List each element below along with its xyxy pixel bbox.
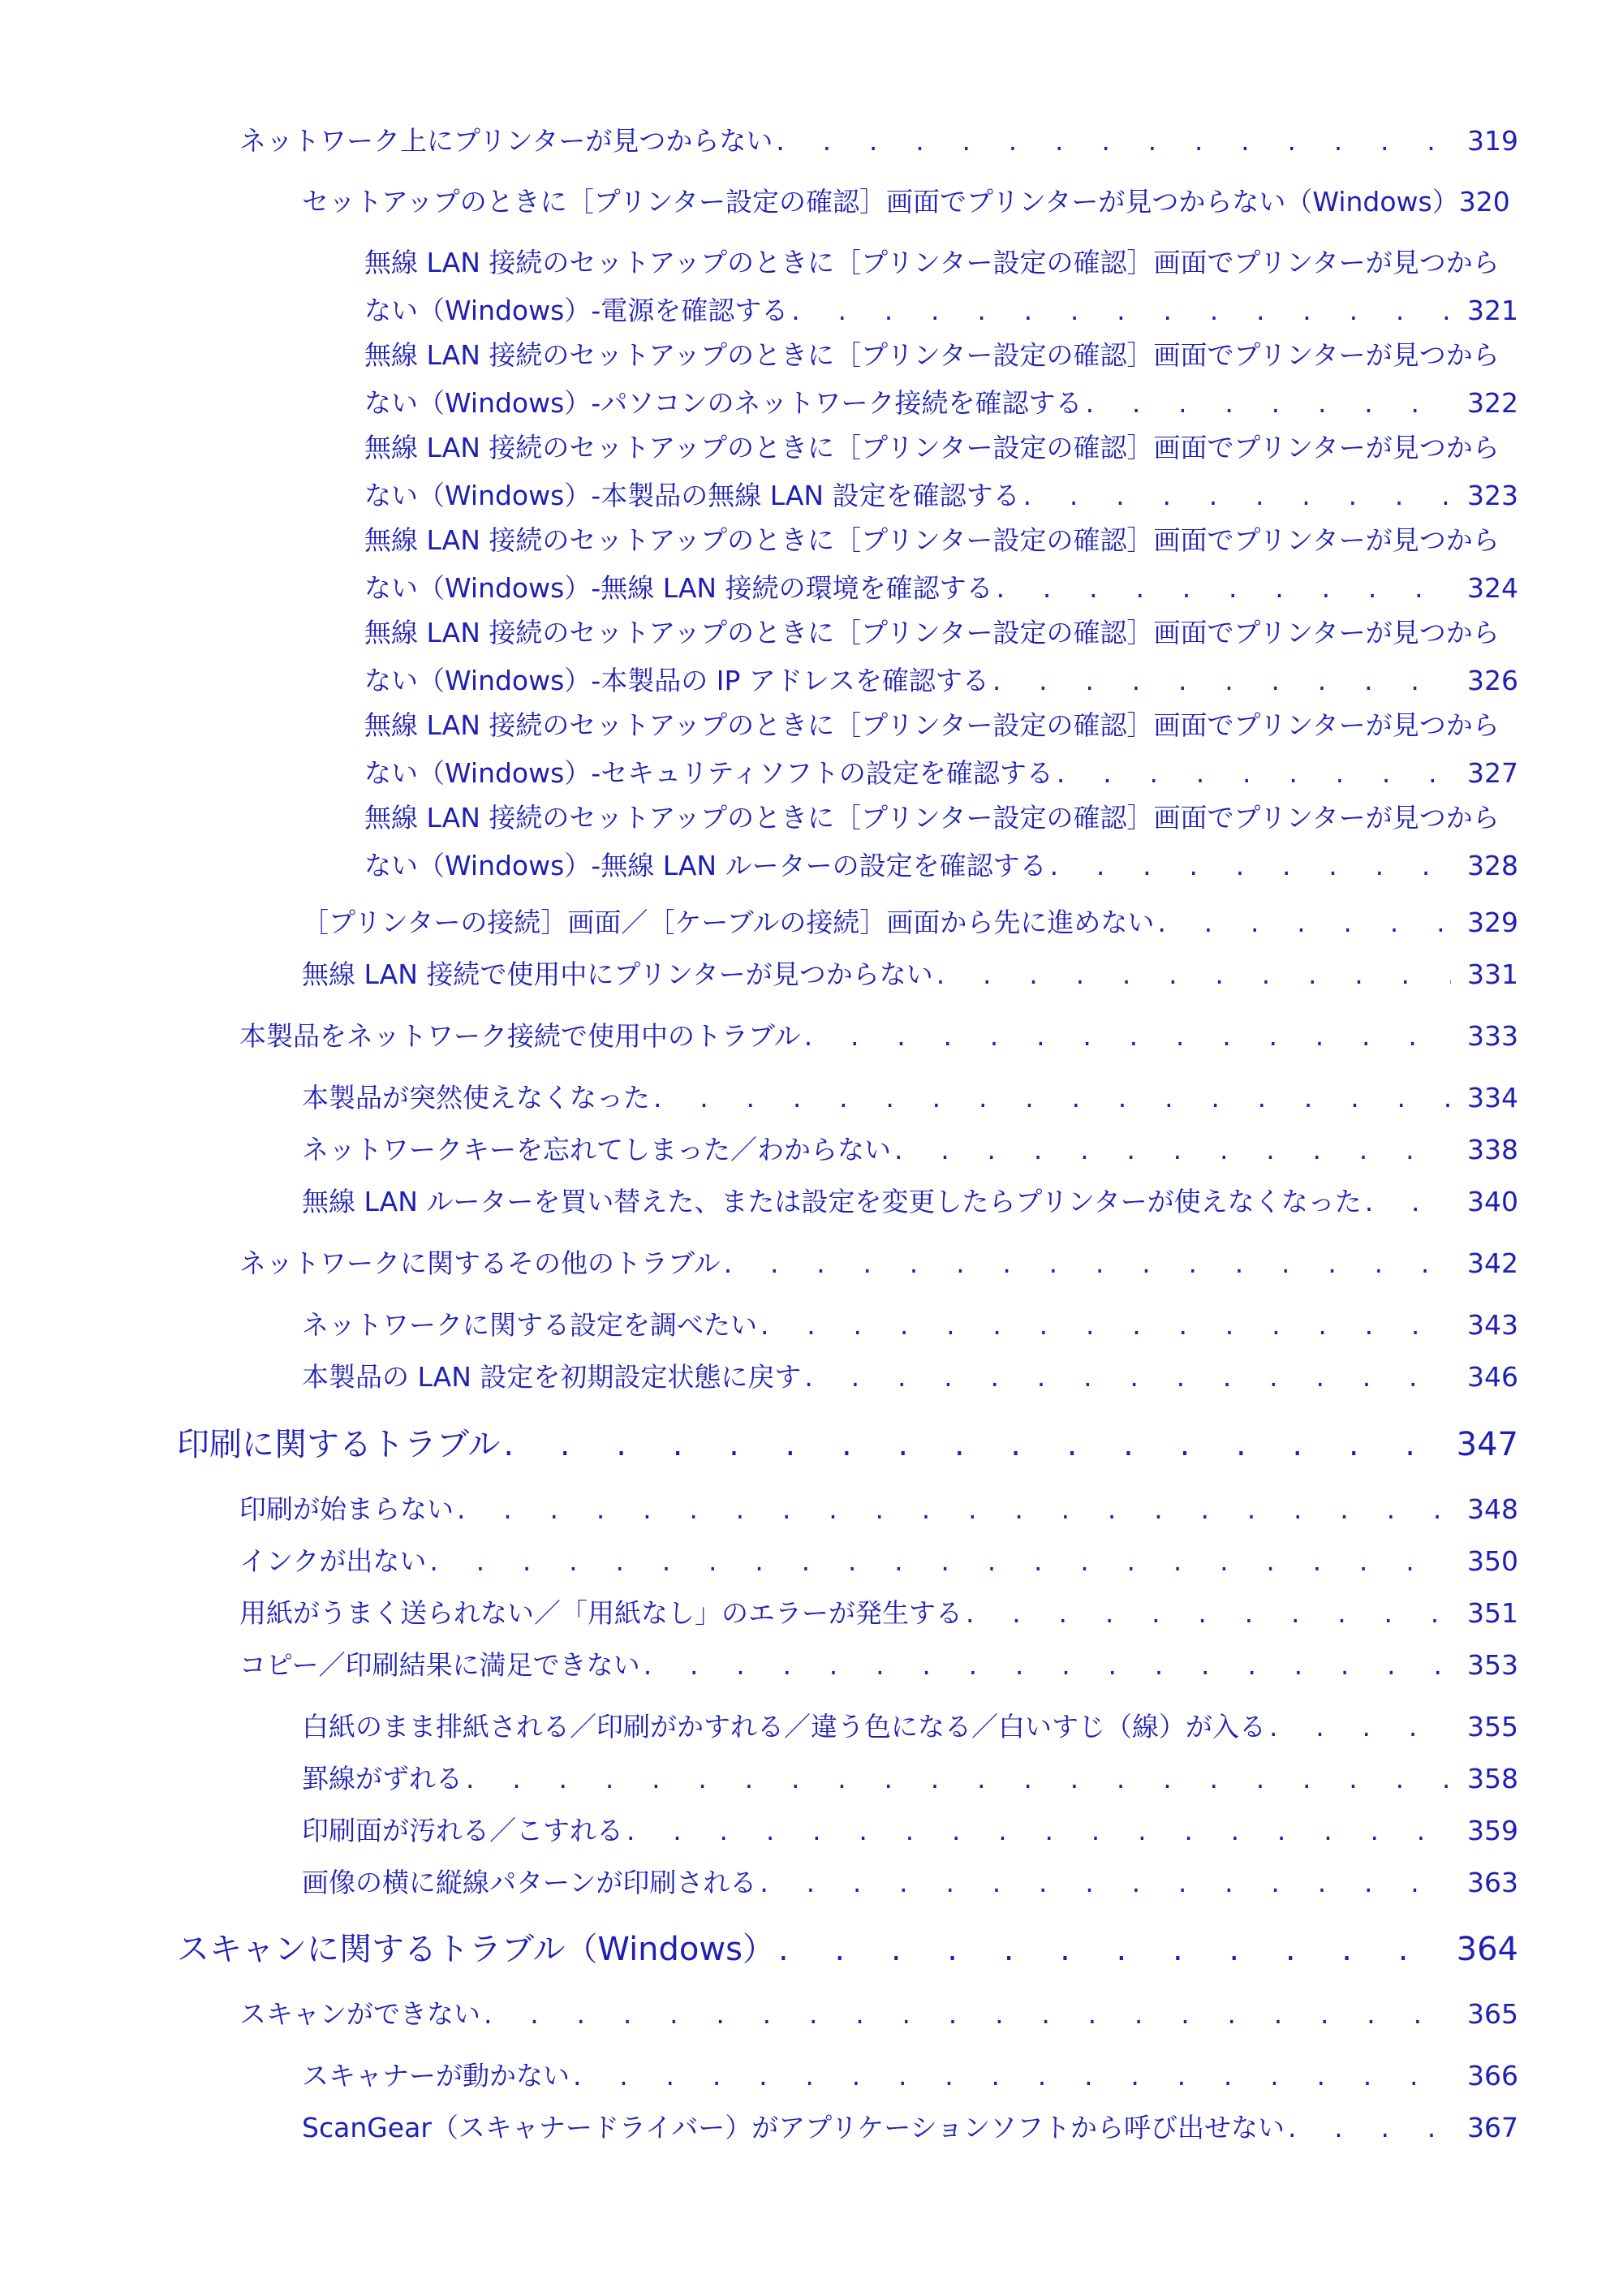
toc-entry-page[interactable]: 346 xyxy=(1467,1361,1518,1393)
toc-entry[interactable] xyxy=(364,242,1518,328)
toc-entry-label[interactable]: セットアップのときに［プリンター設定の確認］画面でプリンターが見つからない（Windows） xyxy=(302,186,1459,218)
toc-entry[interactable] xyxy=(302,1810,1518,1848)
dot-leader xyxy=(997,572,1451,604)
toc-entry-page[interactable]: 351 xyxy=(1467,1597,1518,1629)
toc-entry-label[interactable]: 用紙がうまく送られない／「用紙なし」のエラーが発生する xyxy=(239,1597,962,1629)
toc-entry-label[interactable]: ない（Windows）-本製品の IP アドレスを確認する xyxy=(364,665,989,696)
toc-entry[interactable] xyxy=(302,1304,1518,1342)
toc-entry[interactable] xyxy=(239,1243,1518,1281)
toc-entry[interactable] xyxy=(364,519,1518,605)
toc-entry[interactable] xyxy=(302,1706,1518,1744)
toc-chapter-page[interactable]: 347 xyxy=(1456,1426,1518,1463)
toc-entry[interactable] xyxy=(302,1758,1518,1796)
dot-leader xyxy=(804,1361,1451,1393)
toc-entry-label-line1[interactable]: 無線 LAN 接続のセットアップのときに［プリンター設定の確認］画面でプリンターが見つから xyxy=(364,339,1500,371)
dot-leader xyxy=(966,1597,1451,1629)
toc-entry-page[interactable]: 366 xyxy=(1467,2060,1518,2091)
dot-leader xyxy=(429,1545,1451,1577)
toc-entry-label[interactable]: ネットワークキーを忘れてしまった／わからない xyxy=(302,1134,891,1165)
toc-entry-label[interactable]: ネットワークに関する設定を調べたい xyxy=(302,1309,757,1341)
toc-entry-label-line1[interactable]: 無線 LAN 接続のセットアップのときに［プリンター設定の確認］画面でプリンターが見つから xyxy=(364,709,1500,741)
toc-entry-page[interactable]: 324 xyxy=(1467,572,1518,604)
toc-entry-page[interactable]: 353 xyxy=(1467,1649,1518,1681)
toc-entry[interactable] xyxy=(364,334,1518,420)
toc-chapter-page[interactable]: 364 xyxy=(1456,1931,1518,1968)
toc-chapter-label[interactable]: 印刷に関するトラブル xyxy=(177,1426,501,1463)
toc-entry[interactable] xyxy=(239,1993,1518,2031)
toc-entry-label[interactable]: コピー／印刷結果に満足できない xyxy=(239,1649,640,1681)
dot-leader xyxy=(503,1426,1440,1463)
dot-leader xyxy=(1023,480,1451,511)
dot-leader xyxy=(760,1867,1451,1898)
dot-leader xyxy=(724,1247,1451,1279)
toc-entry-label[interactable]: 無線 LAN ルーターを買い替えた、または設定を変更したらプリンターが使えなくなった xyxy=(302,1186,1362,1217)
toc-entry[interactable] xyxy=(302,902,1518,940)
toc-entry-label[interactable]: ない（Windows）-本製品の無線 LAN 設定を確認する xyxy=(364,480,1020,511)
toc-entry[interactable] xyxy=(302,1129,1518,1167)
toc-entry-page[interactable]: 333 xyxy=(1467,1020,1518,1052)
toc-entry-label-line1[interactable]: 無線 LAN 接続のセットアップのときに［プリンター設定の確認］画面でプリンターが見つから xyxy=(364,247,1500,278)
toc-entry-label[interactable]: ネットワーク上にプリンターが見つからない xyxy=(239,125,773,157)
dot-leader xyxy=(760,1309,1451,1341)
toc-entry-label[interactable]: スキャンができない xyxy=(239,1998,480,2030)
toc-entry-label-line1[interactable]: 無線 LAN 接続のセットアップのときに［プリンター設定の確認］画面でプリンターが見つから xyxy=(364,617,1500,648)
toc-entry-page[interactable]: 365 xyxy=(1467,1998,1518,2030)
toc-entry[interactable] xyxy=(302,1181,1518,1219)
toc-entry[interactable] xyxy=(302,2055,1518,2093)
toc-entry-page[interactable]: 359 xyxy=(1467,1815,1518,1846)
toc-entry[interactable] xyxy=(239,1592,1518,1630)
toc-entry[interactable] xyxy=(364,797,1518,883)
toc-entry-label[interactable]: 印刷が始まらない xyxy=(239,1493,454,1525)
toc-entry-page[interactable]: 319 xyxy=(1467,125,1518,157)
toc-entry-label-line1[interactable]: 無線 LAN 接続のセットアップのときに［プリンター設定の確認］画面でプリンターが見つから xyxy=(364,432,1500,463)
toc-entry[interactable] xyxy=(302,1356,1518,1394)
dot-leader xyxy=(936,958,1451,990)
toc-entry-page[interactable]: 322 xyxy=(1467,387,1518,419)
toc-entry-label[interactable]: ない（Windows）-電源を確認する xyxy=(364,295,789,326)
dot-leader xyxy=(484,1998,1451,2030)
toc-entry[interactable] xyxy=(239,1488,1518,1527)
toc-entry-label[interactable]: 本製品が突然使えなくなった xyxy=(302,1082,650,1114)
toc-entry-page[interactable]: 348 xyxy=(1467,1493,1518,1525)
toc-entry-label[interactable]: ない（Windows）-無線 LAN 接続の環境を確認する xyxy=(364,572,993,604)
toc-entry-label[interactable]: ない（Windows）-パソコンのネットワーク接続を確認する xyxy=(364,387,1083,419)
toc-chapter[interactable] xyxy=(177,1419,1518,1465)
toc-entry-label[interactable]: 罫線がずれる xyxy=(302,1763,463,1794)
toc-entry-page[interactable]: 358 xyxy=(1467,1763,1518,1794)
toc-entry-label[interactable]: ない（Windows）-無線 LAN ルーターの設定を確認する xyxy=(364,850,1047,881)
dot-leader xyxy=(573,2060,1451,2091)
toc-entry[interactable] xyxy=(239,120,1518,158)
dot-leader xyxy=(894,1134,1451,1165)
toc-entry-page[interactable]: 363 xyxy=(1467,1867,1518,1898)
toc-entry[interactable] xyxy=(302,181,1518,219)
dot-leader xyxy=(626,1815,1451,1846)
toc-entry[interactable] xyxy=(239,1015,1518,1053)
dot-leader xyxy=(644,1649,1451,1681)
toc-entry-page[interactable]: 323 xyxy=(1467,480,1518,511)
toc-entry-page[interactable]: 326 xyxy=(1467,665,1518,696)
toc-entry[interactable] xyxy=(364,427,1518,513)
toc-entry-page[interactable]: 329 xyxy=(1467,907,1518,938)
dot-leader xyxy=(1157,907,1451,938)
toc-entry-page[interactable]: 350 xyxy=(1467,1545,1518,1577)
toc-entry[interactable] xyxy=(364,612,1518,698)
dot-leader xyxy=(1269,1711,1451,1742)
dot-leader xyxy=(653,1082,1451,1114)
dot-leader xyxy=(778,1931,1440,1968)
toc-entry-page[interactable]: 331 xyxy=(1467,958,1518,990)
toc-entry-page[interactable]: 321 xyxy=(1467,295,1518,326)
toc-entry-page[interactable]: 367 xyxy=(1467,2112,1518,2143)
toc-entry-page[interactable]: 328 xyxy=(1467,850,1518,881)
toc-entry[interactable] xyxy=(364,704,1518,790)
toc-entry-page[interactable]: 327 xyxy=(1467,757,1518,789)
toc-chapter[interactable] xyxy=(177,1923,1518,1970)
dot-leader xyxy=(791,295,1451,326)
toc-entry-label[interactable]: 本製品をネットワーク接続で使用中のトラブル xyxy=(239,1020,801,1052)
toc-entry-label[interactable]: ScanGear（スキャナードライバー）がアプリケーションソフトから呼び出せない xyxy=(302,2112,1285,2143)
toc-entry[interactable] xyxy=(302,1077,1518,1115)
toc-entry-label[interactable]: ネットワークに関するその他のトラブル xyxy=(239,1247,721,1279)
toc-entry-label-line1[interactable]: 無線 LAN 接続のセットアップのときに［プリンター設定の確認］画面でプリンターが見つから xyxy=(364,524,1500,556)
toc-entry-label[interactable]: 印刷面が汚れる／こすれる xyxy=(302,1815,623,1846)
dot-leader xyxy=(992,665,1451,696)
dot-leader xyxy=(1086,387,1451,419)
toc-entry-label[interactable]: 無線 LAN 接続で使用中にプリンターが見つからない xyxy=(302,958,933,990)
toc-entry-page[interactable]: 355 xyxy=(1467,1711,1518,1742)
toc-entry-page[interactable]: 343 xyxy=(1467,1309,1518,1341)
toc-entry-page[interactable]: 320 xyxy=(1458,186,1510,218)
dot-leader xyxy=(457,1493,1451,1525)
toc-entry-page[interactable]: 334 xyxy=(1467,1082,1518,1114)
toc-entry-label[interactable]: ［プリンターの接続］画面／［ケーブルの接続］画面から先に進めない xyxy=(302,907,1155,938)
toc-entry-label[interactable]: 本製品の LAN 設定を初期設定状態に戻す xyxy=(302,1361,802,1393)
toc-entry[interactable] xyxy=(302,1862,1518,1900)
toc-entry-label[interactable]: 画像の横に縦線パターンが印刷される xyxy=(302,1867,757,1898)
toc-entry-label[interactable]: インクが出ない xyxy=(239,1545,427,1577)
toc-entry[interactable] xyxy=(302,954,1518,992)
dot-leader xyxy=(466,1763,1451,1794)
dot-leader xyxy=(776,125,1451,157)
dot-leader xyxy=(1050,850,1451,881)
toc-entry-page[interactable]: 338 xyxy=(1467,1134,1518,1165)
toc-entry-label-line1[interactable]: 無線 LAN 接続のセットアップのときに［プリンター設定の確認］画面でプリンターが見つから xyxy=(364,802,1500,834)
toc-entry[interactable] xyxy=(239,1644,1518,1682)
toc-entry-page[interactable]: 342 xyxy=(1467,1247,1518,1279)
dot-leader xyxy=(1365,1186,1451,1217)
toc-entry-label[interactable]: 白紙のまま排紙される／印刷がかすれる／違う色になる／白いすじ（線）が入る xyxy=(302,1711,1266,1742)
toc-entry[interactable] xyxy=(239,1540,1518,1579)
dot-leader xyxy=(1057,757,1451,789)
toc-entry-page[interactable]: 340 xyxy=(1467,1186,1518,1217)
toc-entry-label[interactable]: スキャナーが動かない xyxy=(302,2060,570,2091)
toc-entry[interactable] xyxy=(302,2107,1518,2145)
toc-chapter-label[interactable]: スキャンに関するトラブル（Windows） xyxy=(177,1931,775,1968)
dot-leader xyxy=(1288,2112,1451,2143)
dot-leader xyxy=(804,1020,1451,1052)
toc-entry-label[interactable]: ない（Windows）-セキュリティソフトの設定を確認する xyxy=(364,757,1053,789)
